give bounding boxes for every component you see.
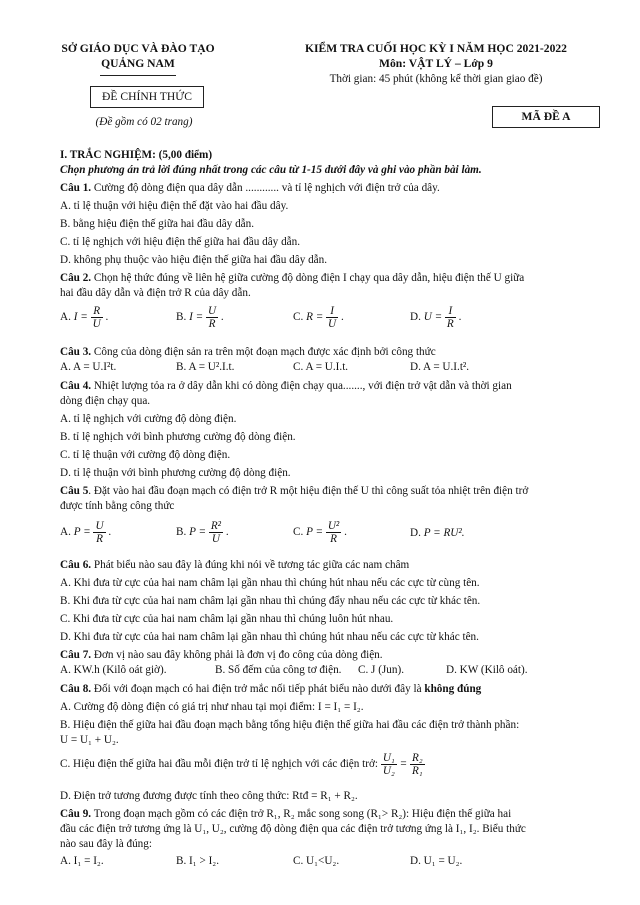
- fraction: $\frac{I}{U}$: [328, 305, 337, 330]
- option-b: B. bằng hiệu điện thế giữa hai đầu dây dẫn.: [60, 218, 255, 230]
- question-text-cont: đầu các điện trở tương ứng là U₁, U₂, cường độ dòng điện qua các điện trở tương ứng là I₁, I₂. Biểu thức: [60, 823, 526, 835]
- question-text-cont: dòng điện chạy qua.: [60, 395, 151, 407]
- option-letter: A.: [60, 526, 74, 539]
- option-c: C. tỉ lệ nghịch với hiệu điện thế giữa hai đầu dây dẫn.: [60, 236, 301, 248]
- option-b: B. P = $\frac{\text{R²}}{U}$ .: [176, 520, 229, 545]
- option-d: D. U = $\frac{I}{R}$ .: [410, 305, 462, 330]
- question-text-cont: được tính bằng công thức: [60, 500, 175, 512]
- option-b-cont: U = U₁ + U₂.: [60, 734, 119, 746]
- question-9: [60, 807, 580, 821]
- option-d: D. Điện trở tương đương được tính theo công thức: Rtđ = R₁ + R₂.: [60, 790, 358, 802]
- option-d: D. Khi đưa từ cực của hai nam châm lại gần nhau thì chúng hút nhau nếu các cực từ khác tên.: [60, 631, 479, 643]
- question-label: Câu 9.: [60, 808, 92, 820]
- department-name: SỞ GIÁO DỤC VÀ ĐÀO TẠO: [61, 42, 215, 55]
- question-text-cont: hai đầu dây dẫn và điện trở R của dây dẫn.: [60, 287, 251, 299]
- option-d: D. tỉ lệ thuận với bình phương cường độ dòng điện.: [60, 467, 291, 479]
- option-b: B. I = $\frac{U}{R}$ .: [176, 305, 224, 330]
- option-a: A. P = $\frac{U}{R}$ .: [60, 520, 112, 545]
- option-b: B. Khi đưa từ cực của hai nam châm lại gần nhau thì chúng đẩy nhau nếu các cực từ khác tên.: [60, 595, 481, 607]
- subject-line: Môn: VẬT LÝ – Lớp 9: [379, 57, 493, 70]
- option-a: A. Khi đưa từ cực của hai nam châm lại gần nhau thì chúng hút nhau nếu các cực từ cùng tên.: [60, 577, 480, 589]
- question-label: Câu 2.: [60, 272, 92, 284]
- option-b: B. Số đếm của công tơ điện.: [215, 664, 342, 676]
- formula-lhs: I =: [189, 311, 204, 324]
- question-label: Câu 7.: [60, 649, 92, 661]
- option-c: C. A = U.I.t.: [293, 361, 349, 373]
- option-a: A. Cường độ dòng điện có giá trị như nhau tại mọi điểm: I = I₁ = I₂.: [60, 701, 364, 713]
- option-d: D. U₁ = U₂.: [410, 855, 463, 867]
- option-b: B. tỉ lệ nghịch với bình phương cường độ dòng điện.: [60, 431, 296, 443]
- question-text: Chọn hệ thức đúng về liên hệ giữa cường độ dòng điện I chạy qua dây dẫn, hiệu điện thế U giữa: [91, 272, 525, 284]
- header-divider: [100, 75, 176, 76]
- option-letter: C.: [293, 311, 307, 324]
- time-limit: Thời gian: 45 phút (không kể thời gian giao đề): [329, 73, 543, 85]
- formula-lhs: P =: [73, 526, 91, 539]
- question-label: Câu 5: [60, 485, 89, 497]
- question-6: [60, 558, 580, 572]
- option-c: C. tỉ lệ thuận với cường độ dòng điện.: [60, 449, 231, 461]
- fraction: $\frac{U}{R}$: [95, 520, 104, 545]
- question-text: Cường độ dòng điện qua dây dẫn ............ và tỉ lệ nghịch với điện trở của dây.: [91, 182, 440, 194]
- question-text: . Đặt vào hai đầu đoạn mạch có điện trở R một hiệu điện thế U thì công suất tỏa nhiệt trên điện trở: [88, 485, 529, 497]
- question-text: Phát biểu nào sau đây là đúng khi nói về tương tác giữa các nam châm: [91, 559, 410, 571]
- question-4: [60, 379, 580, 393]
- question-2: [60, 271, 580, 285]
- question-emphasis: không đúng: [424, 683, 482, 695]
- option-c: C. P = $\frac{\text{U²}}{R}$ .: [293, 520, 347, 545]
- question-text: Đối với đoạn mạch có hai điện trở mắc nối tiếp phát biểu nào dưới đây là: [91, 683, 425, 695]
- question-text-cont: nào sau đây là đúng:: [60, 838, 152, 850]
- section-instruction: Chọn phương án trả lời đúng nhất trong các câu từ 1-15 dưới đây và ghi vào phần bài làm.: [60, 164, 482, 176]
- pages-note: (Đề gồm có 02 trang): [95, 116, 193, 128]
- option-text: C. Hiệu điện thế giữa hai đầu mỗi điện trở tỉ lệ nghịch với các điện trở:: [60, 758, 381, 771]
- question-3: [60, 345, 580, 359]
- option-a: A. tỉ lệ nghịch với cường độ dòng điện.: [60, 413, 237, 425]
- fraction: $\frac{\text{U²}}{R}$: [327, 520, 340, 545]
- question-label: Câu 4.: [60, 380, 92, 392]
- fraction: $\frac{R}{U}$: [92, 305, 101, 330]
- question-8: [60, 682, 580, 696]
- question-text: Đơn vị nào sau đây không phải là đơn vị đo công của dòng điện.: [91, 649, 383, 661]
- option-a: A. I₁ = I₂.: [60, 855, 104, 867]
- fraction: $\frac{U}{R}$: [207, 305, 217, 330]
- option-c: C. J (Jun).: [358, 664, 404, 676]
- official-exam-box: ĐỀ CHÍNH THỨC: [90, 86, 204, 108]
- option-letter: D.: [410, 311, 424, 324]
- option-letter: C.: [293, 526, 307, 539]
- option-d: [410, 527, 465, 539]
- option-c: C. U₁<U₂.: [293, 855, 340, 867]
- formula-lhs: I =: [73, 311, 88, 324]
- question-text: Công của dòng điện sản ra trên một đoạn mạch được xác định bởi công thức: [91, 346, 436, 358]
- question-label: Câu 8.: [60, 683, 92, 695]
- fraction: $\frac{\text{R²}}{U}$: [210, 520, 222, 545]
- province-name: QUẢNG NAM: [101, 57, 175, 70]
- option-b: B. A = U².I.t.: [176, 361, 235, 373]
- option-a: A. A = U.I²t.: [60, 361, 117, 373]
- section-title: I. TRẮC NGHIỆM: (5,00 điểm): [60, 149, 213, 161]
- option-a: A. tỉ lệ thuận với hiệu điện thế đặt vào hai đầu dây.: [60, 200, 289, 212]
- formula-lhs: P =: [189, 526, 207, 539]
- option-c: C. R = $\frac{I}{U}$ .: [293, 305, 344, 330]
- option-letter: B.: [176, 311, 190, 324]
- question-text: Nhiệt lượng tỏa ra ở dây dẫn khi có dòng điện chạy qua......., với điện trở vật dẫn và thời gian: [91, 380, 512, 392]
- question-label: Câu 6.: [60, 559, 92, 571]
- question-5: [60, 484, 580, 498]
- question-7: [60, 648, 580, 662]
- fraction: $\frac{\text{R₂}}{\text{R₁}}$: [411, 752, 423, 777]
- exam-code-box: MÃ ĐỀ A: [492, 106, 600, 128]
- option-a: A. KW.h (Kilô oát giờ).: [60, 664, 167, 676]
- exam-title: KIỂM TRA CUỐI HỌC KỲ I NĂM HỌC 2021-2022: [305, 42, 567, 55]
- option-letter: A.: [60, 311, 74, 324]
- formula-lhs: U =: [423, 311, 443, 324]
- option-d: D. KW (Kilô oát).: [446, 664, 528, 676]
- formula-lhs: R =: [306, 311, 324, 324]
- option-a: A. I = $\frac{R}{U}$ .: [60, 305, 109, 330]
- question-label: Câu 1.: [60, 182, 92, 194]
- question-1: [60, 181, 580, 195]
- fraction: $\frac{\text{U₁}}{\text{U₂}}$: [382, 752, 395, 777]
- option-b: B. Hiệu điện thế giữa hai đầu đoạn mạch bằng tổng hiệu điện thế giữa hai đầu các điện trở thành phần:: [60, 719, 520, 731]
- formula-lhs: P =: [306, 526, 324, 539]
- option-d: D. A = U.I.t².: [410, 361, 470, 373]
- option-c: C. Hiệu điện thế giữa hai đầu mỗi điện trở tỉ lệ nghịch với các điện trở: $\frac{\text{U₁}}{\text{U₂}}$ = $\frac{\text{R₂}}{\text{R₁}}$: [60, 752, 423, 777]
- option-letter: B.: [176, 526, 190, 539]
- option-c: C. Khi đưa từ cực của hai nam châm lại gần nhau thì chúng luôn hút nhau.: [60, 613, 394, 625]
- question-text: Trong đoạn mạch gồm có các điện trở R₁, R₂ mắc song song (R₁> R₂): Hiệu điện thế giữa hai: [91, 808, 512, 820]
- option-d: D. không phụ thuộc vào hiệu điện thế giữa hai đầu dây dẫn.: [60, 254, 328, 266]
- option-letter: D.: [410, 527, 424, 539]
- question-label: Câu 3.: [60, 346, 92, 358]
- formula: P = RU².: [423, 527, 465, 539]
- fraction: $\frac{I}{R}$: [446, 305, 454, 330]
- option-b: B. I₁ > I₂.: [176, 855, 220, 867]
